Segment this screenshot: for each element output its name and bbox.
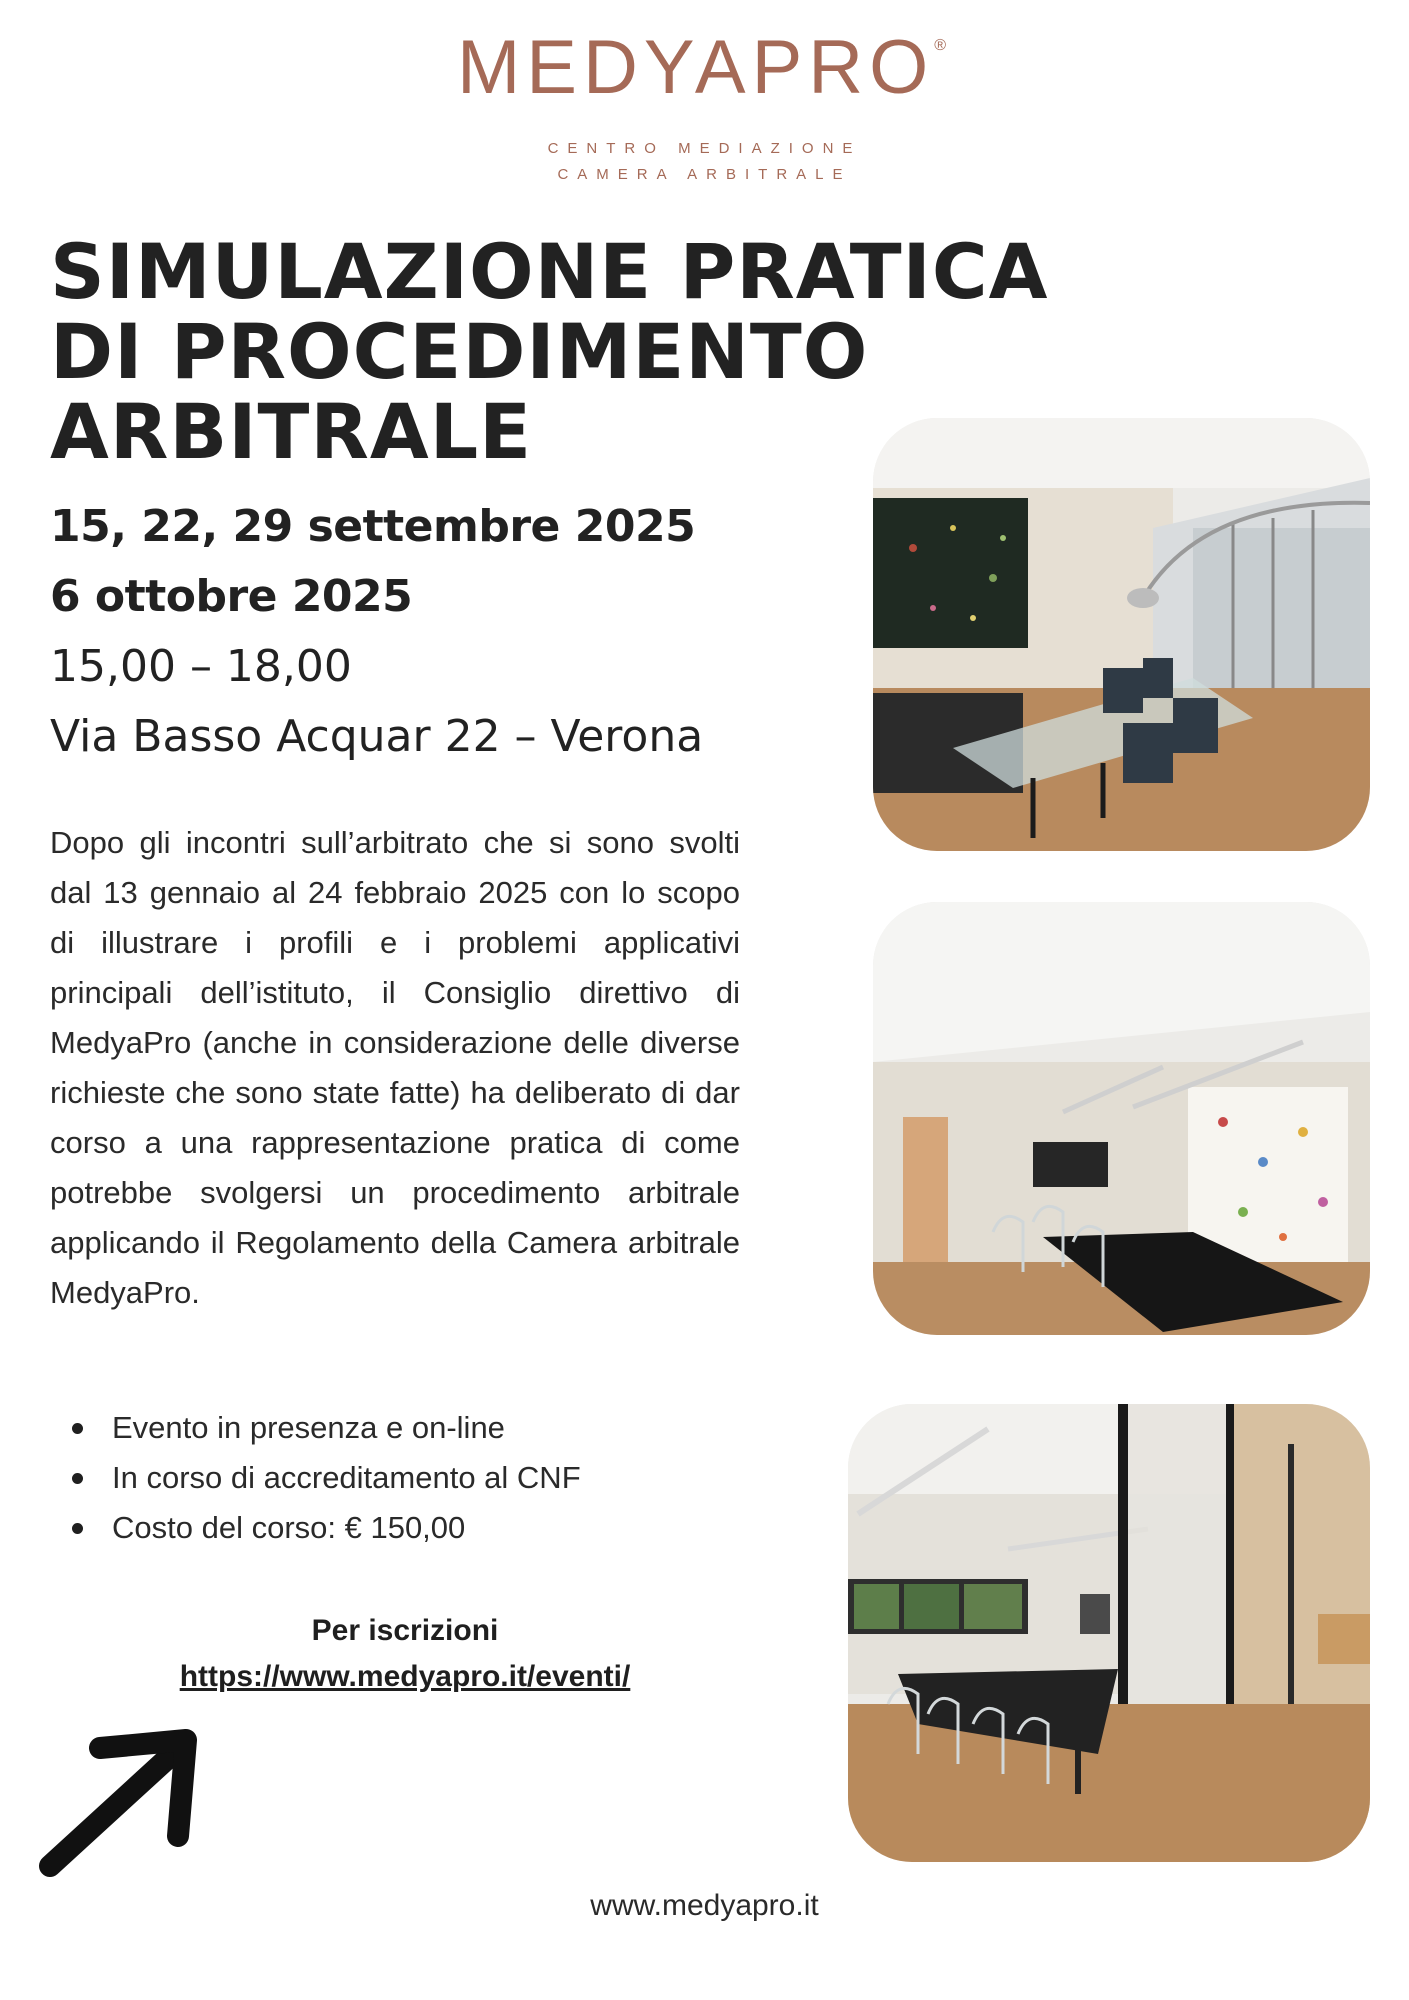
logo-tagline-1: CENTRO MEDIAZIONE xyxy=(547,140,862,157)
bullet-icon xyxy=(72,1473,83,1484)
event-description: Dopo gli incontri sull’arbitrato che si sono svolti dal 13 gennaio al 24 febbraio 2025 con lo scopo di illustrare i profili e i problemi applicativi principali dell’istituto, il Consiglio direttivo di MedyaPro (anche in considerazione delle diverse richieste che sono state fatte) ha deliberato di dar corso a una rappresentazione pratica di come potrebbe svolgersi un procedimento arbitrale applicando il Regolamento della Camera arbitrale MedyaPro. xyxy=(50,825,740,1310)
bullet-icon xyxy=(72,1523,83,1534)
meeting-room-photo-1 xyxy=(873,418,1370,851)
registered-mark: ® xyxy=(934,37,953,54)
arrow-up-right-icon xyxy=(28,1718,208,1878)
registration-link[interactable]: https://www.medyapro.it/eventi/ xyxy=(179,1660,631,1693)
bullet-icon xyxy=(72,1423,83,1434)
registration-block xyxy=(140,1608,670,1700)
list-item: Evento in presenza e on-line xyxy=(60,1403,581,1453)
event-dates-october: 6 ottobre 2025 xyxy=(50,571,413,622)
meeting-room-photo-2 xyxy=(873,902,1370,1335)
title-line-1: SIMULAZIONE PRATICA xyxy=(50,227,1049,316)
logo-tagline-2: CAMERA ARBITRALE xyxy=(557,166,852,183)
title-line-3: ARBITRALE xyxy=(50,387,533,476)
logo xyxy=(0,25,1409,188)
list-item: In corso di accreditamento al CNF xyxy=(60,1453,581,1503)
meeting-room-photo-3 xyxy=(848,1404,1370,1862)
event-time: 15,00 – 18,00 xyxy=(50,641,352,692)
title-line-2: DI PROCEDIMENTO xyxy=(50,307,869,396)
event-features-list xyxy=(60,1403,581,1553)
page-title xyxy=(50,227,1049,476)
registration-heading: Per iscrizioni xyxy=(311,1614,499,1647)
logo-brand: MEDYAPRO xyxy=(456,25,935,110)
footer-website[interactable]: www.medyapro.it xyxy=(590,1889,819,1922)
list-item: Costo del corso: € 150,00 xyxy=(60,1503,581,1553)
event-place: Via Basso Acquar 22 – Verona xyxy=(50,711,704,762)
event-details xyxy=(50,492,703,772)
event-dates-september: 15, 22, 29 settembre 2025 xyxy=(50,501,696,552)
